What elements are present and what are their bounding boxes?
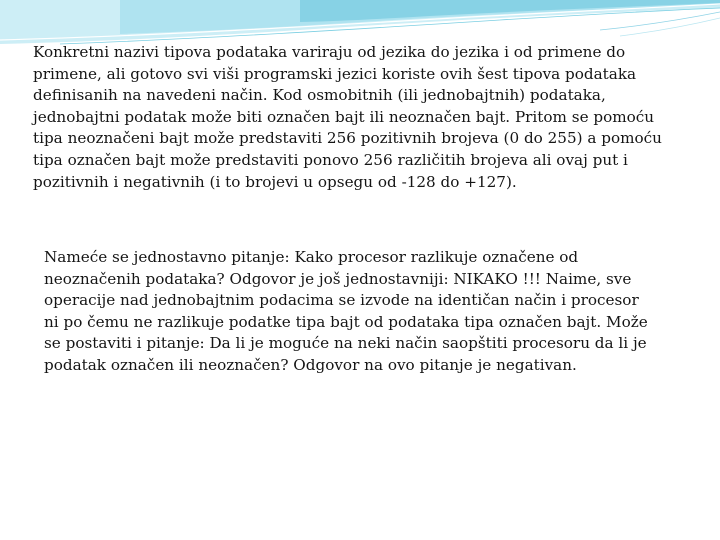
paragraph-line: definisanih na navedeni način. Kod osmobitnih (ili jednobajtnih) podataka, [33,86,606,105]
paragraph-line: jednobajtni podatak može biti označen bajt ili neoznačen bajt. Pritom se pomoću [33,107,655,126]
paragraph-line: pozitivnih i negativnih (i to brojevi u opsegu od -128 do +127). [33,172,517,191]
paragraph-line: Nameće se jednostavno pitanje: Kako procesor razlikuje označene od [44,248,579,266]
paragraph-line: se postaviti i pitanje: Da li je moguće na neki način saopštiti procesoru da li je [44,334,647,353]
paragraph-line: Konkretni nazivi tipova podataka variraju od jezika do jezika i od primene do [33,43,626,61]
paragraph-line: podatak označen ili neoznačen? Odgovor na ovo pitanje je negativan. [44,355,577,374]
paragraph-line: tipa neoznačeni bajt može predstaviti 256 pozitivnih brojeva (0 do 255) a pomoću [33,129,662,148]
paragraph-line: ni po čemu ne razlikuje podatke tipa bajt od podataka tipa označen bajt. Može [44,312,648,331]
paragraph-data-types [33,42,683,193]
paragraph-line: neoznačenih podataka? Odgovor je još jednostavniji: NIKAKO !!! Naime, sve [44,269,632,288]
paragraph-signed-question [44,247,674,377]
paragraph-line: tipa označen bajt može predstaviti ponovo 256 različitih brojeva ali ovaj put i [33,150,628,169]
paragraph-line: primene, ali gotovo svi viši programski jezici koriste ovih šest tipova podataka [33,64,637,83]
paragraph-line: operacije nad jednobajtnim podacima se izvode na identičan način i procesor [44,291,639,310]
wave-line-3 [600,12,720,30]
